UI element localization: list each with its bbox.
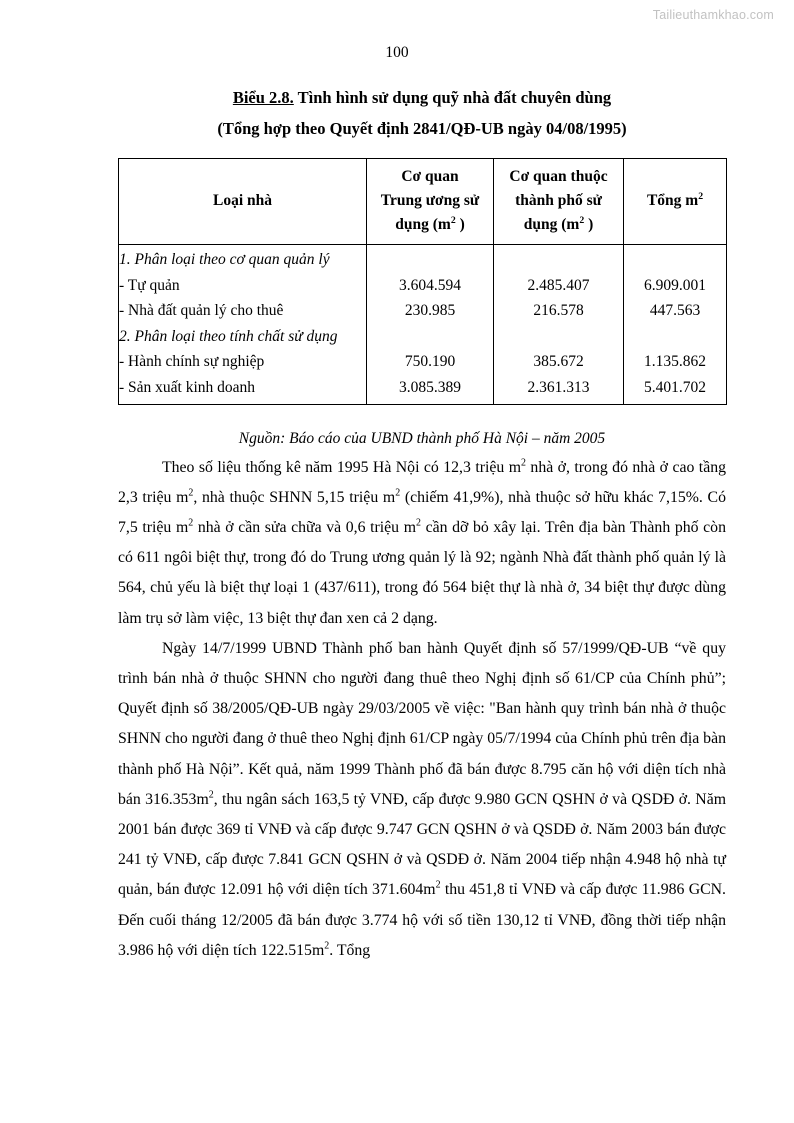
cell-total: 1.135.862 (624, 349, 727, 375)
header-line-3: dụng (m (395, 216, 451, 233)
cell-total: 5.401.702 (624, 375, 727, 404)
text-run: , thu ngân sách 163,5 tỷ VNĐ, cấp được 9.980 GCN QSHN ở và QSDĐ ở. Năm 2001 bán được 369 tỉ VNĐ và cấp được 9.747 GCN QSHN ở và QSDĐ ở. Năm 2003 bán được 241 tỷ VNĐ, cấp được 7.841 GCN QSHN ở và QSDĐ ở. Năm 2004 tiếp nhận 4.948 hộ nhà tự quản, bán được 12.091 hộ với diện tích 371.604m (118, 790, 726, 899)
superscript-two: 2 (579, 214, 585, 226)
superscript-two: 2 (521, 457, 526, 469)
para-1 (118, 453, 726, 634)
header-line-2: thành phố sử (515, 192, 602, 209)
text-run: Theo số liệu thống kê năm 1995 Hà Nội có 12,3 triệu m (162, 458, 522, 476)
text-run: , nhà thuộc SHNN 5,15 triệu m (193, 488, 396, 506)
table-row (119, 298, 727, 324)
table-header-row (119, 159, 727, 245)
cell-central-agency: 750.190 (367, 349, 494, 375)
column-header-total (624, 159, 727, 245)
cell-city-agency: 216.578 (494, 298, 624, 324)
cell-total: 6.909.001 (624, 273, 727, 299)
superscript-two: 2 (698, 190, 704, 202)
cell-central-agency: 3.604.594 (367, 273, 494, 299)
table-row (119, 349, 727, 375)
column-header-city-agency (494, 159, 624, 245)
table-header (119, 159, 727, 245)
row-label: - Nhà đất quản lý cho thuê (119, 298, 367, 324)
housing-usage-table (118, 158, 727, 405)
table-row (119, 375, 727, 404)
superscript-two: 2 (208, 789, 214, 801)
cell-city-agency: 2.485.407 (494, 273, 624, 299)
text-run: nhà ở, trong đó nhà ở cao tầng 2,3 triệu m (118, 458, 726, 506)
text-run: nhà ở cần sửa chữa và 0,6 triệu m (193, 518, 416, 536)
row-group-label: 1. Phân loại theo cơ quan quản lý (119, 245, 367, 273)
caption-text: Tình hình sử dụng quỹ nhà đất chuyên dùng (293, 88, 612, 107)
header-line-1: Cơ quan (401, 168, 459, 185)
header-line-3-close: ) (455, 216, 465, 233)
superscript-two: 2 (415, 517, 421, 529)
text-run: Ngày 14/7/1999 UBND Thành phố ban hành Quyết định số 57/1999/QĐ-UB “về quy trình bán nhà ở thuộc SHNN cho người đang thuê theo Nghị định số 61/CP của Chính phủ”; Quyết định số 38/2005/QĐ-UB ngày 29/03/2005 về việc: "Ban hành quy trình bán nhà ở thuộc SHNN cho người đang ở thuê theo Nghị định 61/CP ngày 05/7/1994 của Chính phủ trên địa bàn thành phố Hà Nội”. Kết quả, năm 1999 Thành phố đã bán được 8.795 căn hộ với diện tích nhà bán 316.353m (118, 639, 726, 808)
table-row (119, 245, 727, 273)
cell-total (624, 245, 727, 273)
body-text (118, 453, 726, 966)
table-row (119, 273, 727, 299)
row-label: - Hành chính sự nghiệp (119, 349, 367, 375)
superscript-two: 2 (450, 214, 456, 226)
para-2 (118, 634, 726, 966)
caption-number: Biểu 2.8. (232, 88, 294, 107)
table-caption-line-1 (118, 82, 726, 113)
cell-city-agency (494, 245, 624, 273)
cell-city-agency: 2.361.313 (494, 375, 624, 404)
row-label: - Sản xuất kinh doanh (119, 375, 367, 404)
table-body (119, 245, 727, 405)
superscript-two: 2 (435, 880, 441, 892)
superscript-two: 2 (395, 487, 401, 499)
source-note: Nguồn: Báo cáo của UBND thành phố Hà Nội – năm 2005 (238, 429, 606, 447)
cell-central-agency: 230.985 (367, 298, 494, 324)
header-total-label: Tổng m (646, 192, 699, 209)
superscript-two: 2 (188, 487, 194, 499)
text-run: . Tổng (329, 941, 371, 959)
page-number: 100 (385, 44, 409, 61)
header-line-3: dụng (m (523, 216, 580, 233)
cell-central-agency (367, 324, 494, 350)
superscript-two: 2 (188, 517, 194, 529)
row-label: - Tự quản (119, 273, 367, 299)
text-run: thu 451,8 tỉ VNĐ và cấp được 11.986 GCN. Đến cuối tháng 12/2005 đã bán được 3.774 hộ với số tiền 130,12 tỉ VNĐ, đồng thời tiếp nhận 3.986 hộ với diện tích 122.515m (118, 881, 726, 959)
cell-city-agency: 385.672 (494, 349, 624, 375)
cell-city-agency (494, 324, 624, 350)
table-caption-line-2: (Tổng hợp theo Quyết định 2841/QĐ-UB ngày 04/08/1995) (217, 119, 627, 138)
watermark-text: Tailieuthamkhao.com (652, 8, 774, 22)
column-header-type: Loại nhà (119, 159, 367, 245)
cell-total: 447.563 (624, 298, 727, 324)
row-group-label: 2. Phân loại theo tính chất sử dụng (119, 324, 367, 350)
cell-central-agency: 3.085.389 (367, 375, 494, 404)
superscript-two: 2 (324, 940, 330, 952)
page-content (118, 82, 726, 966)
header-line-1: Cơ quan thuộc (509, 168, 608, 185)
text-run: cần dỡ bỏ xây lại. Trên địa bàn Thành phố còn có 611 ngôi biệt thự, trong đó do Trung ương quản lý là 92; ngành Nhà đất thành phố quản lý là 564, chủ yếu là biệt thự loại 1 (437/611), trong đó 564 biệt thự là nhà ở, 34 biệt thự được dùng làm trụ sở làm việc, 13 biệt thự đan xen cả 2 dạng. (118, 518, 726, 627)
header-line-2: Trung ương sử (380, 192, 480, 209)
text-run: (chiếm 41,9%), nhà thuộc sở hữu khác 7,15%. Có 7,5 triệu m (118, 488, 726, 536)
column-header-central-agency (367, 159, 494, 245)
table-row (119, 324, 727, 350)
cell-total (624, 324, 727, 350)
header-line-3-close: ) (584, 216, 594, 233)
cell-central-agency (367, 245, 494, 273)
